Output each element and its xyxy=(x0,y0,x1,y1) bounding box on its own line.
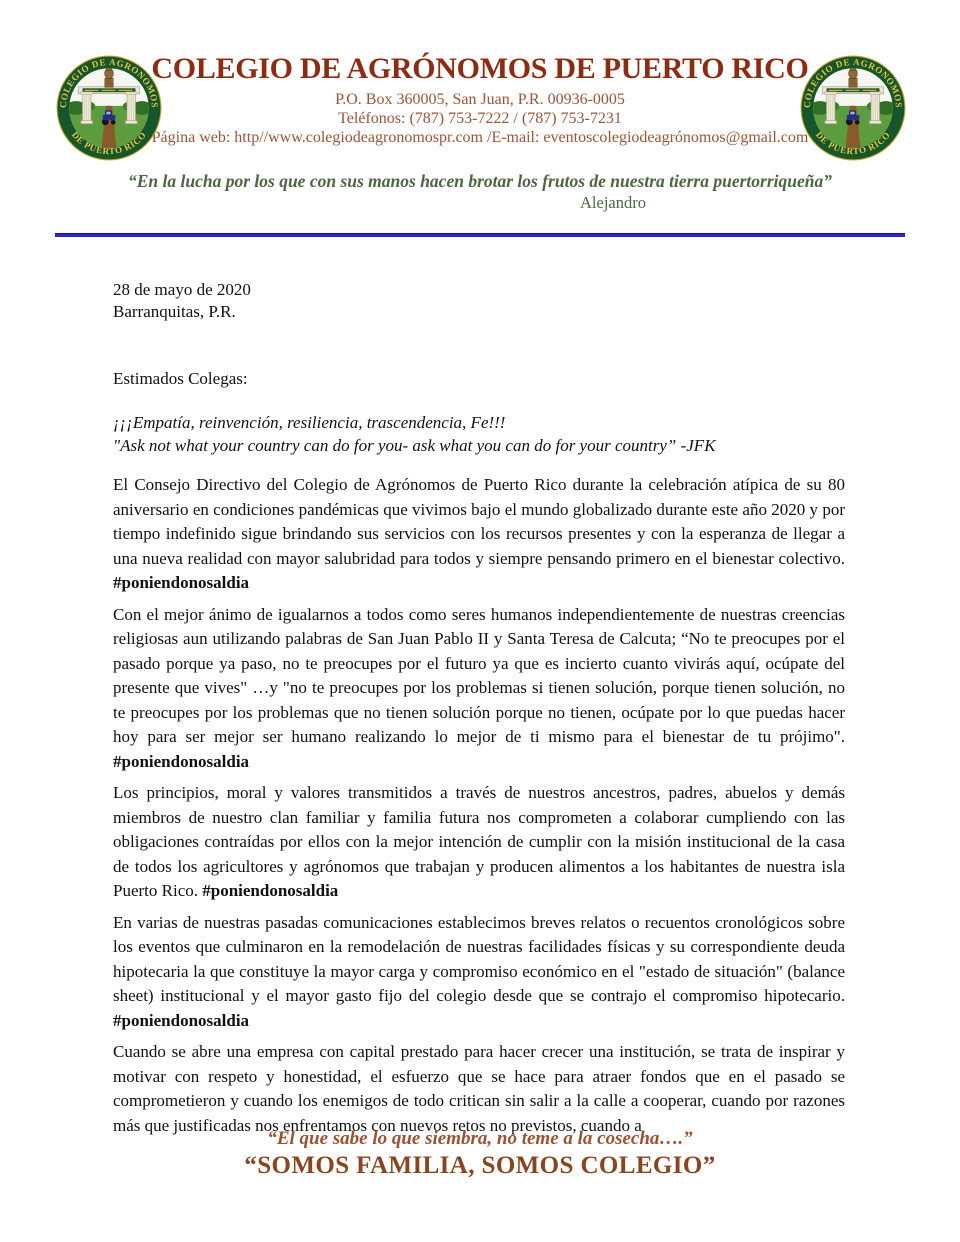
footer-quote: “El que sabe lo que siembra, no teme a la cosecha….” xyxy=(267,1128,693,1149)
org-motto: “En la lucha por los que con sus manos hacen brotar los frutos de nuestra tierra puertorriqueña” xyxy=(127,171,833,191)
letter-epigraph xyxy=(113,412,845,457)
paragraph-text: En varias de nuestras pasadas comunicaciones establecimos breves relatos o recuentos cronológicos sobre los eventos que culminaron en la remodelación de nuestras facilidades físicas y su correspondiente deuda hipotecaria la que constituye la mayor carga y compromiso económico en el "estado de situación" (balance sheet) institucional y el mayor gasto fijo del colegio desde que se contrajo el compromiso hipotecario. xyxy=(113,912,845,1005)
footer-slogan: “SOMOS FAMILIA, SOMOS COLEGIO” xyxy=(244,1152,716,1179)
colegio-agronomos-seal-icon xyxy=(56,54,162,162)
paragraph-text: El Consejo Directivo del Colegio de Agrónomos de Puerto Rico durante la celebración atípica de su 80 aniversario en condiciones pandémicas que vivimos bajo el mundo globalizado durante este año 2020 y por tiempo indefinido sigue brindando sus servicios con los recursos presentes y con la esperanza de llegar a una nueva realidad con mayor salubridad para todos y siempre pensando primero en el bienestar colectivo. xyxy=(113,475,845,568)
letterhead xyxy=(0,0,960,237)
colegio-agronomos-seal-icon xyxy=(800,54,906,162)
epigraph-line-1: ¡¡¡Empatía, reinvención, resiliencia, trascendencia, Fe!!! xyxy=(113,413,506,432)
letter-paragraph xyxy=(113,781,845,904)
motto-signature: Alejandro xyxy=(580,193,646,212)
paragraph-hashtag: #poniendonosaldia xyxy=(113,573,250,592)
letter-body xyxy=(113,279,845,1138)
header-rule xyxy=(55,233,905,237)
letter-paragraph xyxy=(113,473,845,596)
letter-paragraph xyxy=(113,911,845,1034)
letter-paragraph xyxy=(113,1040,845,1138)
paragraph-text: Cuando se abre una empresa con capital prestado para hacer crecer una institución, se trata de inspirar y motivar con respeto y honestidad, el esfuerzo que se hace para atraer fondos que en el pasado se comprometieron y cuando los enemigos de todo critican sin salir a la calle a cooperar, cuando por razones más que justificadas nos enfrentamos con nuevos retos no previstos, cuando a xyxy=(113,1042,845,1135)
org-address: P.O. Box 360005, San Juan, P.R. 00936-0005 xyxy=(335,91,625,108)
org-title: COLEGIO DE AGRÓNOMOS DE PUERTO RICO xyxy=(151,52,809,85)
letter-paragraphs xyxy=(113,473,845,1138)
paragraph-hashtag: #poniendonosaldia xyxy=(113,1010,250,1030)
paragraph-hashtag: #poniendonosaldia xyxy=(202,881,339,900)
letter-salutation: Estimados Colegas: xyxy=(113,369,248,388)
letter-paragraph xyxy=(113,603,845,775)
page-footer xyxy=(0,1126,960,1181)
epigraph-line-2: "Ask not what your country can do for you- ask what you can do for your country” -JFK xyxy=(113,435,716,455)
org-web-email: Página web: http//www.colegiodeagronomospr.com /E-mail: eventoscolegiodeagrónomos@gmail.com xyxy=(151,129,809,146)
paragraph-text: Con el mejor ánimo de igualarnos a todos como seres humanos independientemente de nuestras creencias religiosas aun utilizando palabras de San Juan Pablo II y Santa Teresa de Calcuta; “No te preocupes por el pasado porque ya paso, no te preocupes por el futuro ya que es incierto cuanto vivirás aquí, ocúpate del presente que vives" …y "no te preocupes por los problemas si tienen solución, porque tienen solución, no te preocupes por los problemas que no tienen solución porque no tienen, ocúpate por lo que puedas hacer hoy para ser mejor ser humano realizando lo mejor de ti mismo para el bienestar de tu prójimo". xyxy=(113,604,845,746)
paragraph-hashtag: #poniendonosaldia xyxy=(113,751,250,771)
letter-place: Barranquitas, P.R. xyxy=(113,301,236,321)
letter-date: 28 de mayo de 2020 xyxy=(113,280,251,299)
paragraph-text: Los principios, moral y valores transmitidos a través de nuestros ancestros, padres, abuelos y demás miembros de nuestro clan familiar y familia futura nos comprometen a colaborar cumpliendo con las obligaciones contraídas por ellos con la mejor intención de cumplir con la misión institucional de la casa de todos los agricultores y agrónomos que trabajan y producen alimentos a los habitantes de nuestra isla Puerto Rico. xyxy=(113,783,845,900)
org-phones: Teléfonos: (787) 753-7222 / (787) 753-7231 xyxy=(338,110,622,127)
